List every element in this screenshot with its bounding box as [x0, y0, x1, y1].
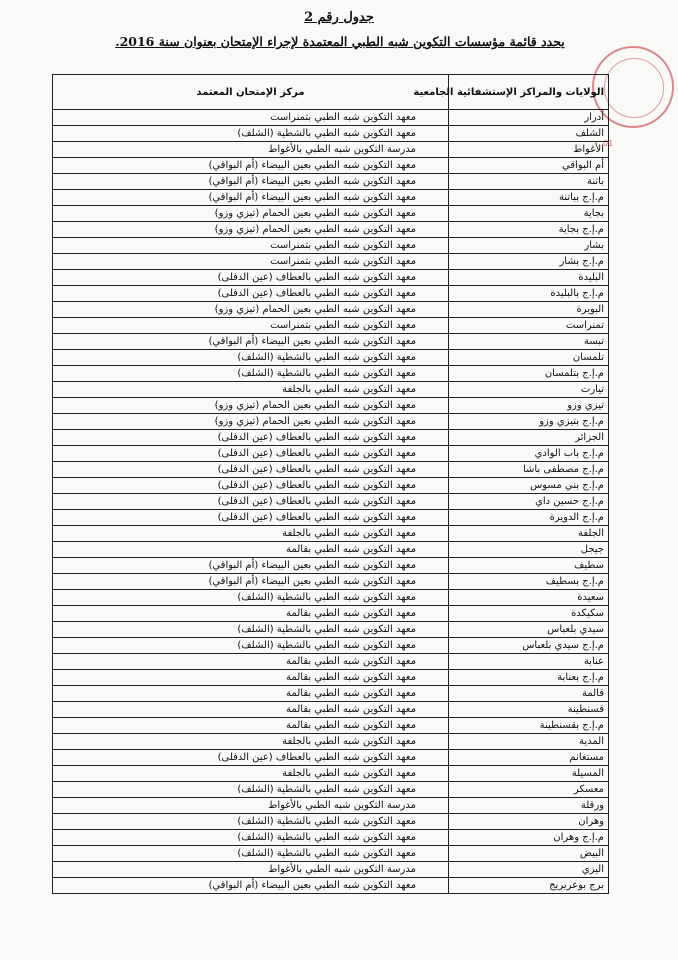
exam-center-cell: معهد التكوين شبه الطبي بعين الحمام (تيزي وزو)	[53, 222, 449, 238]
wilaya-cell: البيض	[449, 846, 609, 862]
wilaya-cell: م.إ.ج وهران	[449, 830, 609, 846]
wilaya-cell: جيجل	[449, 542, 609, 558]
exam-center-cell: معهد التكوين شبه الطبي بعين البيضاء (أم البواقي)	[53, 574, 449, 590]
table-body	[53, 110, 609, 894]
table-row	[53, 686, 609, 702]
wilaya-cell: تمنراست	[449, 318, 609, 334]
exam-center-cell: معهد التكوين شبه الطبي بالجلفة	[53, 382, 449, 398]
exam-centers-table	[52, 74, 609, 894]
exam-center-cell: معهد التكوين شبه الطبي بقالمة	[53, 718, 449, 734]
wilaya-cell: برج بوعريريج	[449, 878, 609, 894]
wilaya-cell: م.إ.ج بقسنطينة	[449, 718, 609, 734]
table-row	[53, 734, 609, 750]
table-row	[53, 270, 609, 286]
table-row	[53, 350, 609, 366]
wilaya-cell: م.إ.ج بشار	[449, 254, 609, 270]
exam-center-cell: معهد التكوين شبه الطبي بالشطية (الشلف)	[53, 590, 449, 606]
exam-center-cell: معهد التكوين شبه الطبي بالشطية (الشلف)	[53, 350, 449, 366]
wilaya-cell: باتنة	[449, 174, 609, 190]
wilaya-cell: البويرة	[449, 302, 609, 318]
exam-center-cell: معهد التكوين شبه الطبي بالعطاف (عين الدفلى)	[53, 494, 449, 510]
wilaya-cell: سيدي بلعباس	[449, 622, 609, 638]
exam-center-cell: معهد التكوين شبه الطبي بعين البيضاء (أم البواقي)	[53, 558, 449, 574]
table-row	[53, 718, 609, 734]
table-row	[53, 846, 609, 862]
exam-center-cell: معهد التكوين شبه الطبي بقالمة	[53, 606, 449, 622]
exam-center-cell: معهد التكوين شبه الطبي بالعطاف (عين الدفلى)	[53, 510, 449, 526]
wilaya-cell: م.إ.ج بتلمسان	[449, 366, 609, 382]
exam-center-cell: معهد التكوين شبه الطبي بقالمة	[53, 654, 449, 670]
exam-center-cell: مدرسة التكوين شبه الطبي بالأغواط	[53, 798, 449, 814]
table-row	[53, 190, 609, 206]
wilaya-cell: الأغواط	[449, 142, 609, 158]
exam-center-cell: معهد التكوين شبه الطبي بالعطاف (عين الدفلى)	[53, 286, 449, 302]
exam-center-cell: معهد التكوين شبه الطبي بالجلفة	[53, 734, 449, 750]
wilaya-cell: الجلفة	[449, 526, 609, 542]
table-row	[53, 526, 609, 542]
wilaya-cell: م.إ.ج حسين داي	[449, 494, 609, 510]
wilaya-cell: المدية	[449, 734, 609, 750]
table-row	[53, 238, 609, 254]
table-row	[53, 462, 609, 478]
exam-center-cell: معهد التكوين شبه الطبي بالعطاف (عين الدفلى)	[53, 270, 449, 286]
wilaya-cell: البليدة	[449, 270, 609, 286]
table-row	[53, 382, 609, 398]
wilaya-cell: م.إ.ج بني مسوس	[449, 478, 609, 494]
table-row	[53, 750, 609, 766]
table-row	[53, 446, 609, 462]
wilaya-cell: تيارت	[449, 382, 609, 398]
wilaya-cell: مستغانم	[449, 750, 609, 766]
table-row	[53, 542, 609, 558]
wilaya-cell: م.إ.ج بسطيف	[449, 574, 609, 590]
table-row	[53, 478, 609, 494]
exam-center-cell: معهد التكوين شبه الطبي بالعطاف (عين الدفلى)	[53, 430, 449, 446]
exam-center-cell: معهد التكوين شبه الطبي بالعطاف (عين الدفلى)	[53, 750, 449, 766]
exam-center-cell: معهد التكوين شبه الطبي بالعطاف (عين الدفلى)	[53, 462, 449, 478]
exam-center-cell: معهد التكوين شبه الطبي بقالمة	[53, 686, 449, 702]
table-row	[53, 430, 609, 446]
exam-center-cell: معهد التكوين شبه الطبي بالشطية (الشلف)	[53, 782, 449, 798]
exam-center-cell: معهد التكوين شبه الطبي بالعطاف (عين الدفلى)	[53, 478, 449, 494]
table-row	[53, 206, 609, 222]
wilaya-cell: بشار	[449, 238, 609, 254]
table-header-row	[53, 75, 609, 110]
exam-center-cell: معهد التكوين شبه الطبي بتمنراست	[53, 254, 449, 270]
exam-center-cell: معهد التكوين شبه الطبي بالشطية (الشلف)	[53, 366, 449, 382]
exam-center-cell: معهد التكوين شبه الطبي بالشطية (الشلف)	[53, 622, 449, 638]
wilaya-cell: أم البواقي	[449, 158, 609, 174]
exam-center-cell: معهد التكوين شبه الطبي بعين الحمام (تيزي وزو)	[53, 414, 449, 430]
table-row	[53, 606, 609, 622]
table-row	[53, 590, 609, 606]
stamp-number: 01	[603, 139, 614, 148]
table-row	[53, 254, 609, 270]
exam-center-cell: معهد التكوين شبه الطبي بقالمة	[53, 542, 449, 558]
table-row	[53, 654, 609, 670]
table-row	[53, 302, 609, 318]
wilaya-cell: أدرار	[449, 110, 609, 126]
document-subtitle: يحدد قائمة مؤسسات التكوين شبه الطبي المعتمدة لإجراء الإمتحان بعنوان سنة 2016.	[115, 34, 565, 49]
wilaya-cell: م.إ.ج مصطفى باشا	[449, 462, 609, 478]
wilaya-cell: المسيلة	[449, 766, 609, 782]
table-row	[53, 398, 609, 414]
table-row	[53, 702, 609, 718]
table-row	[53, 510, 609, 526]
table-row	[53, 222, 609, 238]
column-header-center: مركز الإمتحان المعتمد	[53, 75, 449, 110]
wilaya-cell: تبسة	[449, 334, 609, 350]
exam-center-cell: معهد التكوين شبه الطبي بالشطية (الشلف)	[53, 814, 449, 830]
table-row	[53, 366, 609, 382]
wilaya-cell: م.إ.ج بتيزي وزو	[449, 414, 609, 430]
wilaya-cell: وهران	[449, 814, 609, 830]
exam-center-cell: معهد التكوين شبه الطبي بعين الحمام (تيزي وزو)	[53, 206, 449, 222]
wilaya-cell: م.إ.ج سيدي بلعباس	[449, 638, 609, 654]
table-row	[53, 126, 609, 142]
table-row	[53, 414, 609, 430]
wilaya-cell: تلمسان	[449, 350, 609, 366]
wilaya-cell: سطيف	[449, 558, 609, 574]
exam-center-cell: معهد التكوين شبه الطبي بعين البيضاء (أم البواقي)	[53, 158, 449, 174]
table-row	[53, 638, 609, 654]
table-row	[53, 814, 609, 830]
table-row	[53, 494, 609, 510]
wilaya-cell: م.إ.ج بعنابة	[449, 670, 609, 686]
document-title	[0, 6, 678, 25]
wilaya-cell: قسنطينة	[449, 702, 609, 718]
wilaya-cell: الشلف	[449, 126, 609, 142]
exam-center-cell: مدرسة التكوين شبه الطبي بالأغواط	[53, 142, 449, 158]
exam-center-cell: معهد التكوين شبه الطبي بالشطية (الشلف)	[53, 126, 449, 142]
exam-center-cell: معهد التكوين شبه الطبي بقالمة	[53, 670, 449, 686]
table-row	[53, 158, 609, 174]
document-title-text: جدول رقم 2	[304, 10, 374, 25]
exam-center-cell: معهد التكوين شبه الطبي بعين البيضاء (أم البواقي)	[53, 878, 449, 894]
wilaya-cell: ورقلة	[449, 798, 609, 814]
column-header-wilaya: الولايات والمراكز الإستشفائية الجامعية	[449, 75, 609, 110]
exam-center-cell: معهد التكوين شبه الطبي بعين الحمام (تيزي وزو)	[53, 398, 449, 414]
table-row	[53, 142, 609, 158]
table-row	[53, 334, 609, 350]
table-row	[53, 798, 609, 814]
table-row	[53, 622, 609, 638]
table-row	[53, 110, 609, 126]
exam-center-cell: معهد التكوين شبه الطبي بعين البيضاء (أم البواقي)	[53, 190, 449, 206]
exam-center-cell: معهد التكوين شبه الطبي بالعطاف (عين الدفلى)	[53, 446, 449, 462]
exam-center-cell: معهد التكوين شبه الطبي بعين الحمام (تيزي وزو)	[53, 302, 449, 318]
table-row	[53, 574, 609, 590]
table-row	[53, 174, 609, 190]
exam-center-cell: معهد التكوين شبه الطبي بعين البيضاء (أم البواقي)	[53, 334, 449, 350]
exam-center-cell: معهد التكوين شبه الطبي بالشطية (الشلف)	[53, 638, 449, 654]
exam-center-cell: مدرسة التكوين شبه الطبي بالأغواط	[53, 862, 449, 878]
exam-center-cell: معهد التكوين شبه الطبي بتمنراست	[53, 110, 449, 126]
wilaya-cell: قالمة	[449, 686, 609, 702]
wilaya-cell: م.إ.ج بجاية	[449, 222, 609, 238]
table-row	[53, 830, 609, 846]
wilaya-cell: الجزائر	[449, 430, 609, 446]
wilaya-cell: م.إ.ج بالبليدة	[449, 286, 609, 302]
exam-center-cell: معهد التكوين شبه الطبي بالشطية (الشلف)	[53, 830, 449, 846]
exam-center-cell: معهد التكوين شبه الطبي بالجلفة	[53, 766, 449, 782]
wilaya-cell: اليزي	[449, 862, 609, 878]
table-row	[53, 878, 609, 894]
table-row	[53, 862, 609, 878]
exam-center-cell: معهد التكوين شبه الطبي بقالمة	[53, 702, 449, 718]
table-row	[53, 766, 609, 782]
table-row	[53, 670, 609, 686]
table-row	[53, 558, 609, 574]
wilaya-cell: سعيدة	[449, 590, 609, 606]
wilaya-cell: م.إ.ج باب الوادي	[449, 446, 609, 462]
exam-center-cell: معهد التكوين شبه الطبي بتمنراست	[53, 318, 449, 334]
wilaya-cell: عنابة	[449, 654, 609, 670]
exam-center-cell: معهد التكوين شبه الطبي بالشطية (الشلف)	[53, 846, 449, 862]
table-row	[53, 318, 609, 334]
exam-center-cell: معهد التكوين شبه الطبي بالجلفة	[53, 526, 449, 542]
wilaya-cell: تيزي وزو	[449, 398, 609, 414]
table-row	[53, 286, 609, 302]
wilaya-cell: م.إ.ج بباتنة	[449, 190, 609, 206]
wilaya-cell: م.إ.ج الدويرة	[449, 510, 609, 526]
wilaya-cell: معسكر	[449, 782, 609, 798]
exam-center-cell: معهد التكوين شبه الطبي بتمنراست	[53, 238, 449, 254]
wilaya-cell: سكيكدة	[449, 606, 609, 622]
wilaya-cell: بجاية	[449, 206, 609, 222]
exam-center-cell: معهد التكوين شبه الطبي بعين البيضاء (أم البواقي)	[53, 174, 449, 190]
table-row	[53, 782, 609, 798]
